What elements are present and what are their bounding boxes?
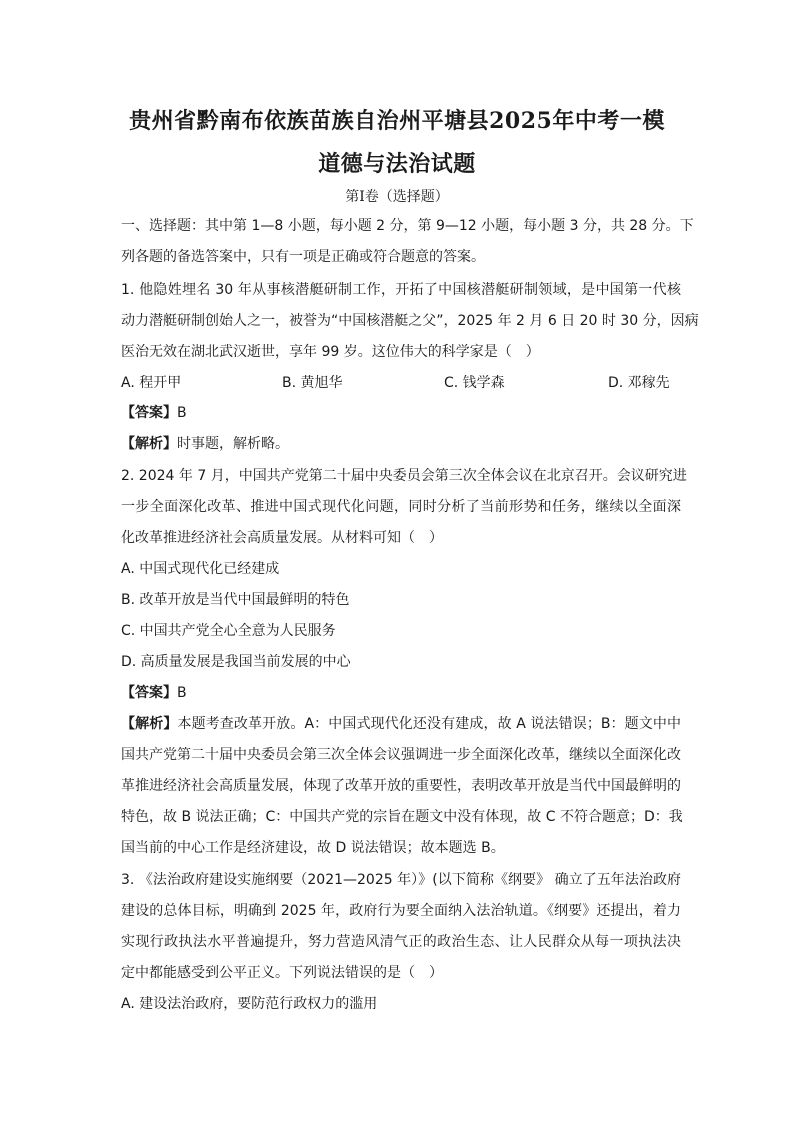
question-3-text: 3. 《法治政府建设实施纲要（2021—2025 年）》(以下简称《纲要》 确立了五年法治政府: [121, 872, 681, 888]
analysis-tag: 【解析】: [121, 436, 177, 452]
option-a: A. 程开甲: [121, 375, 182, 391]
question-2-analysis: 国共产党第二十届中央委员会第三次全体会议强调进一步全面深化改革，继续以全面深化改: [121, 747, 681, 763]
question-2-text: 化改革推进经济社会高质量发展。从材料可知（ ）: [121, 530, 443, 546]
question-1-text: 医治无效在湖北武汉逝世，享年 99 岁。这位伟大的科学家是（ ）: [121, 344, 540, 360]
section-heading: 第Ⅰ卷（选择题）: [345, 189, 449, 205]
analysis-text: 时事题，解析略。: [177, 436, 289, 452]
subject-title: 道德与法治试题: [318, 151, 476, 177]
question-2-analysis: 革推进经济社会高质量发展，体现了改革开放的重要性，表明改革开放是当代中国最鲜明的: [121, 778, 681, 794]
option-c: C. 钱学森: [444, 375, 505, 391]
question-1-text: 1. 他隐姓埋名 30 年从事核潜艇研制工作，开拓了中国核潜艇研制领域，是中国第一代核: [121, 282, 681, 298]
analysis-tag: 【解析】: [121, 716, 178, 732]
option-b: B. 黄旭华: [282, 375, 343, 391]
answer-tag: 【答案】: [121, 405, 177, 421]
instructions-line: 一、选择题：其中第 1—8 小题，每小题 2 分，第 9—12 小题，每小题 3 分，共 28 分。下: [121, 218, 694, 234]
question-1-analysis: [121, 434, 681, 454]
question-1-text: 动力潜艇研制创始人之一，被誉为“中国核潜艇之父”，2025 年 2 月 6 日 20 时 30 分，因病: [121, 313, 699, 329]
question-2-text: 一步全面深化改革、推进中国式现代化问题，同时分析了当前形势和任务，继续以全面深: [121, 499, 681, 515]
question-2-analysis: 国当前的中心工作是经济建设，故 D 说法错误；故本题选 B。: [121, 840, 505, 856]
question-2-answer: [121, 683, 681, 703]
answer-value: B: [177, 405, 187, 421]
question-3-text: 实现行政执法水平普遍提升，努力营造风清气正的政治生态、让人民群众从每一项执法决: [121, 934, 681, 950]
answer-value: B: [177, 685, 187, 701]
question-1-options: [121, 373, 681, 393]
question-2-analysis: [121, 714, 681, 734]
question-3-text: 建设的总体目标，明确到 2025 年，政府行为要全面纳入法治轨道。《纲要》还提出，着力: [121, 903, 681, 919]
question-3-option-a: A. 建设法治政府，要防范行政权力的滥用: [121, 996, 378, 1012]
question-2-text: 2. 2024 年 7 月，中国共产党第二十届中央委员会第三次全体会议在北京召开。会议研究进: [121, 468, 687, 484]
analysis-text: 本题考查改革开放。A：中国式现代化还没有建成，故 A 说法错误；B：题文中中: [177, 716, 681, 732]
question-2-option-a: A. 中国式现代化已经建成: [121, 561, 280, 577]
instructions-line: 列各题的备选答案中，只有一项是正确或符合题意的答案。: [121, 249, 485, 265]
question-2-option-c: C. 中国共产党全心全意为人民服务: [121, 623, 336, 639]
question-2-option-b: B. 改革开放是当代中国最鲜明的特色: [121, 592, 350, 608]
question-1-answer: [121, 403, 681, 423]
answer-tag: 【答案】: [121, 685, 177, 701]
question-2-option-d: D. 高质量发展是我国当前发展的中心: [121, 654, 351, 670]
question-2-analysis: 特色，故 B 说法正确；C：中国共产党的宗旨在题文中没有体现，故 C 不符合题意；D：我: [121, 809, 683, 825]
exam-title: 贵州省黔南布依族苗族自治州平塘县2025年中考一模: [129, 108, 665, 134]
question-3-text: 定中都能感受到公平正义。下列说法错误的是（ ）: [121, 965, 443, 981]
option-d: D. 邓稼先: [608, 375, 670, 391]
